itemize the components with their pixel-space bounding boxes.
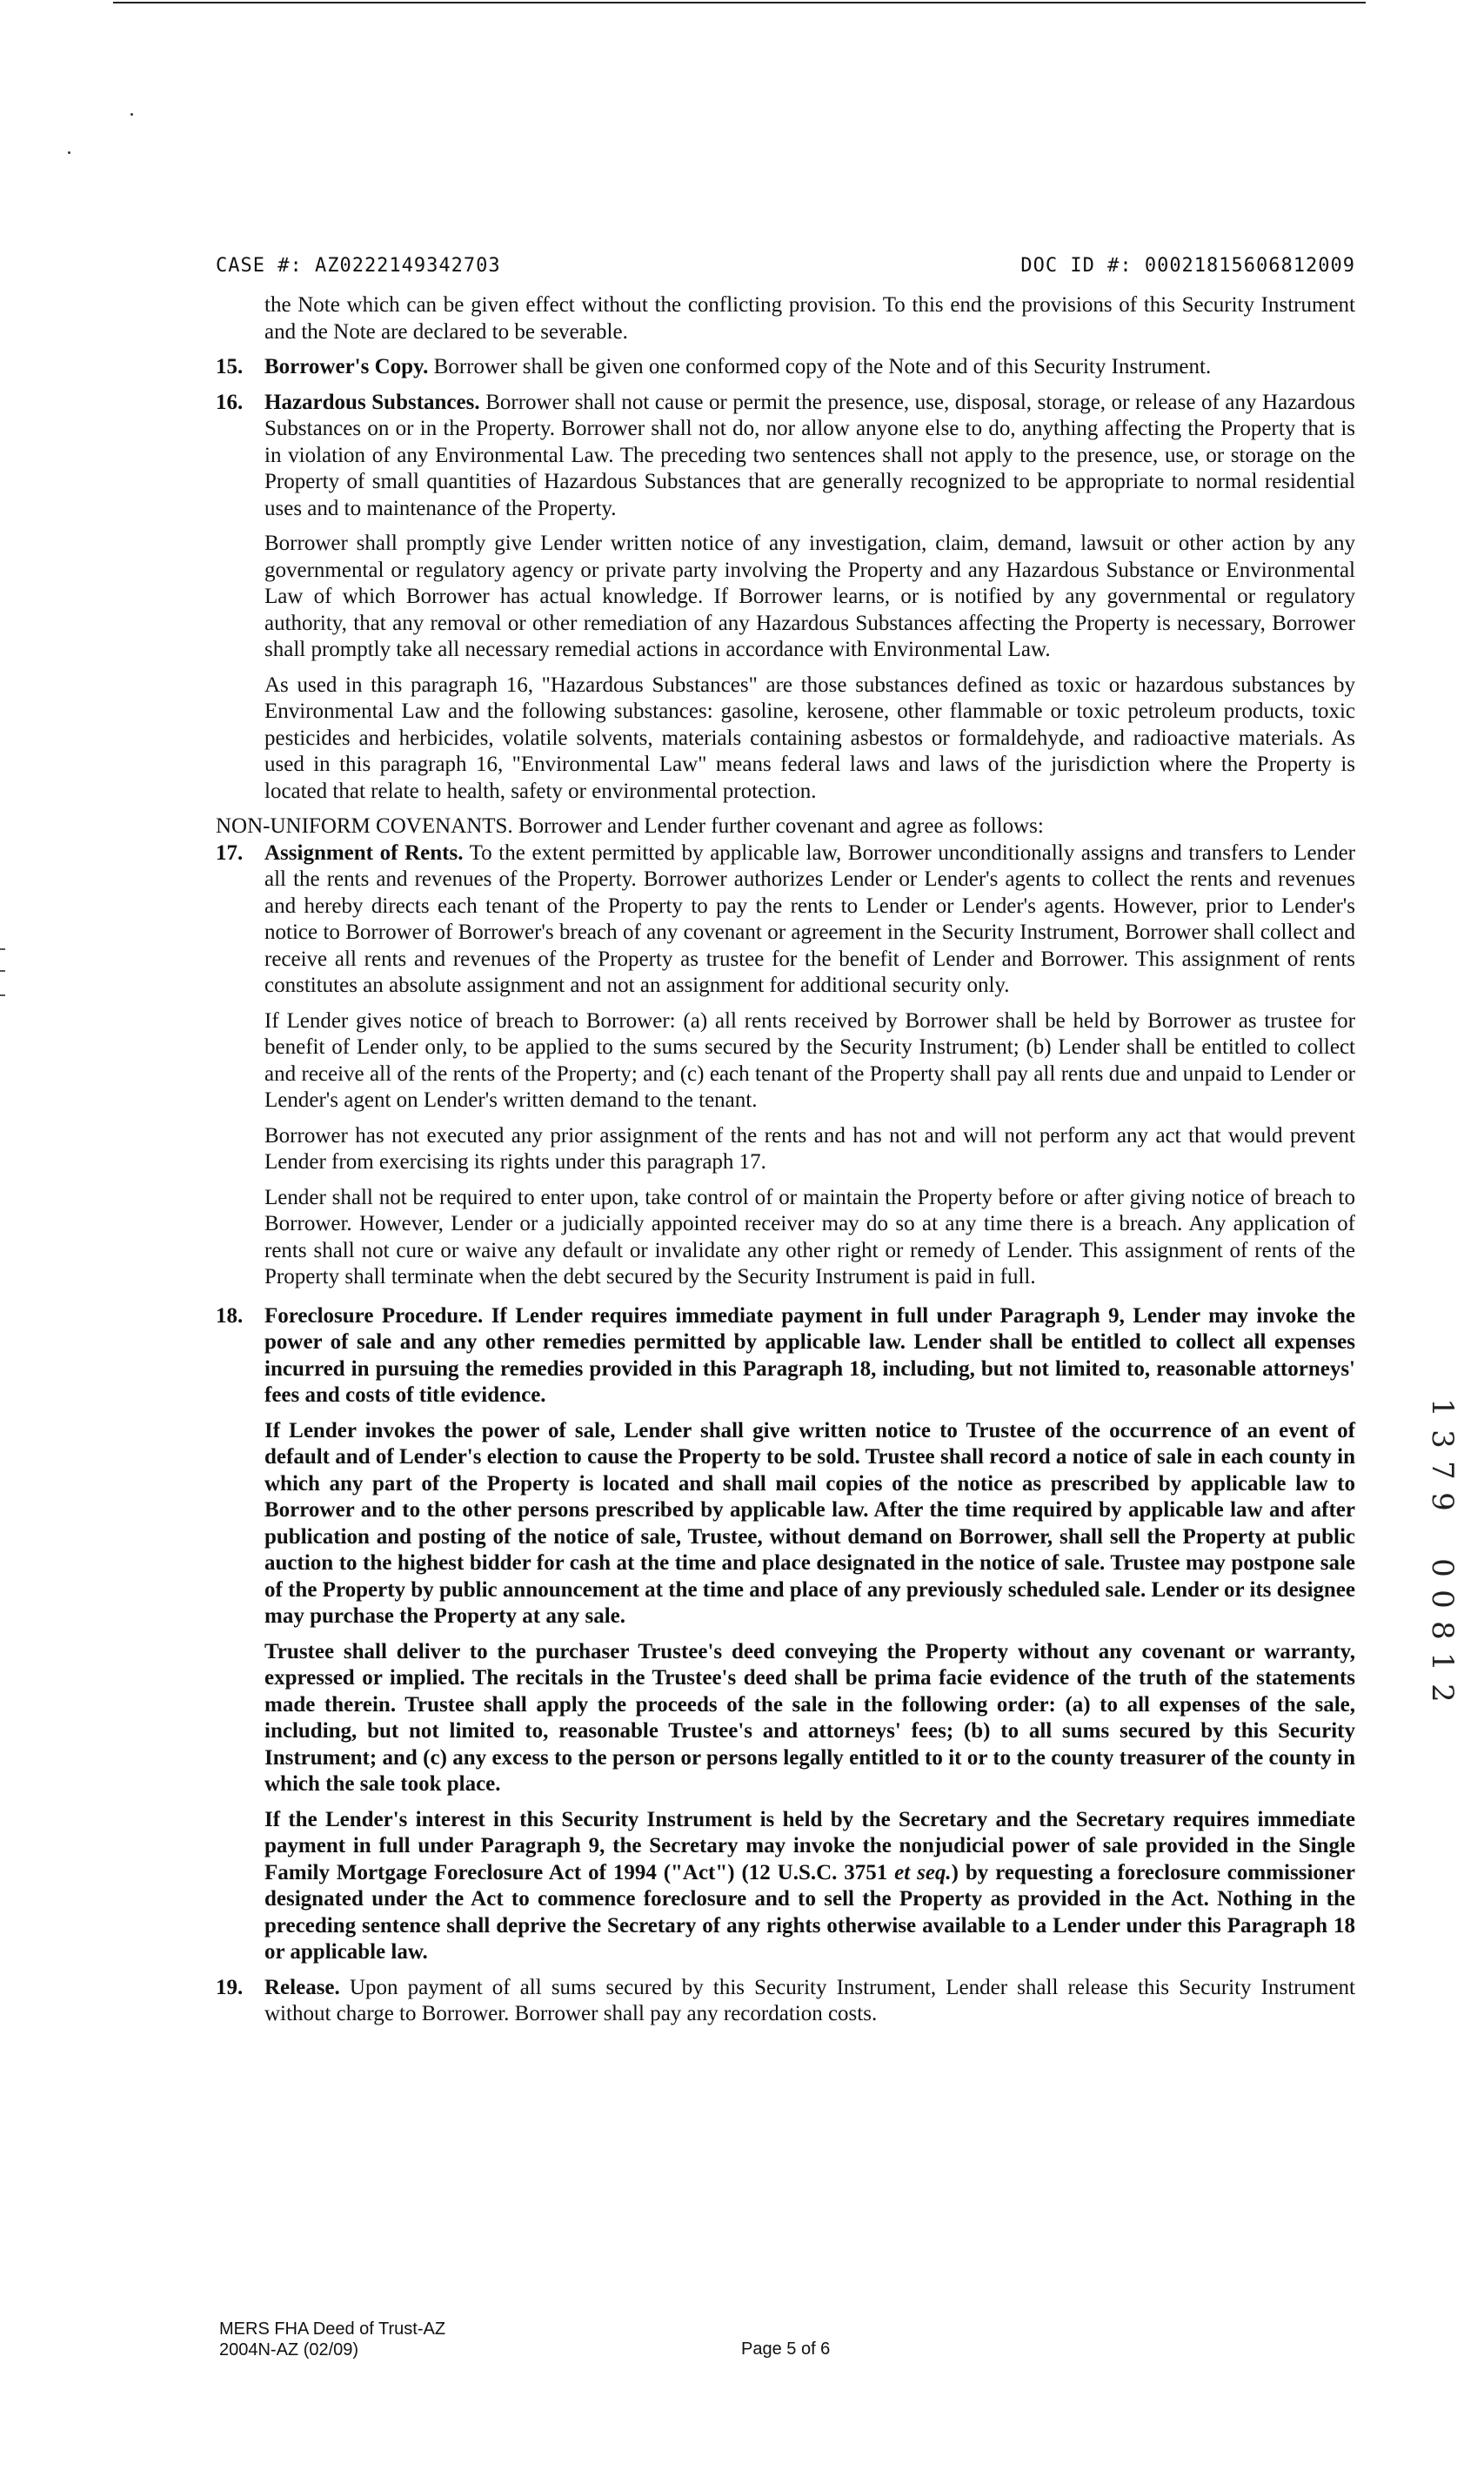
form-name: MERS FHA Deed of Trust-AZ bbox=[219, 2319, 446, 2339]
scan-speck bbox=[68, 151, 70, 154]
doc-id: DOC ID #: 00021815606812009 bbox=[1020, 255, 1355, 277]
form-code: 2004N-AZ (02/09) bbox=[219, 2340, 359, 2359]
section-title: Hazardous Substances. bbox=[264, 390, 480, 414]
section-title: Borrower's Copy. bbox=[264, 355, 429, 378]
intro-paragraph: the Note which can be given effect without the conflicting provision. To this end the provisions of this Security Instrument and the Note are declared to be severable. bbox=[264, 293, 1355, 344]
stamp-digit: 1 bbox=[1425, 1398, 1460, 1417]
section-number: 15. bbox=[216, 355, 244, 378]
section-number: 17. bbox=[216, 840, 244, 865]
section-17 bbox=[216, 840, 1355, 1000]
section-18-paragraph-4-text: If the Lender's interest in this Security Instrument is held by the Secretary and the Secretary requires immediate payment in full under Paragraph 9, the Secretary may invoke the nonjudicial power of sale provided in the Single Family Mortgage Foreclosure Act of 1994 ("Act") (12 U.S.C. 3751 bbox=[264, 1807, 1355, 1884]
section-18 bbox=[216, 1303, 1355, 1409]
section-18-paragraph-4 bbox=[264, 1807, 1355, 1966]
section-17-paragraph-4: Lender shall not be required to enter upon, take control of or maintain the Property before or after giving notice of breach to Borrower. However, Lender or a judicially appointed receiver may do so at any time there is a breach. Any application of rents shall not cure or waive any default or invalidate any other right or remedy of Lender. This assignment of rents of the Property shall terminate when the debt secured by the Security Instrument is paid in full. bbox=[264, 1185, 1355, 1289]
non-uniform-covenants: NON-UNIFORM COVENANTS. Borrower and Lender further covenant and agree as follows: bbox=[216, 814, 1044, 838]
stamp-digit: 7 bbox=[1425, 1461, 1460, 1480]
section-number: 18. bbox=[216, 1303, 244, 1328]
stamp-digit: 0 bbox=[1425, 1590, 1460, 1609]
section-17-paragraph-2: If Lender gives notice of breach to Borrower: (a) all rents received by Borrower shall be held by Borrower as trustee for benefit of Lender only, to be applied to the sums secured by the Security Instrument; (b) Lender shall be entitled to collect and receive all of the rents of the Property; and (c) each tenant of the Property shall pay all rents due and unpaid to Lender or Lender's agent on Lender's written demand to the tenant. bbox=[264, 1008, 1355, 1112]
section-text: If Lender requires immediate payment in full under Paragraph 9, Lender may invoke the power of sale and any other remedies permitted by applicable law. Lender shall be entitled to collect all expenses incurred in pursuing the remedies provided in this Paragraph 18, including, but not limited to, reasonable attorneys' fees and costs of title evidence. bbox=[264, 1303, 1355, 1407]
document-header bbox=[216, 255, 1355, 277]
stamp-digit: 2 bbox=[1425, 1683, 1460, 1703]
section-number: 19. bbox=[216, 1975, 244, 1999]
stamp-digit: 9 bbox=[1425, 1492, 1460, 1511]
stamp-digit: 1 bbox=[1425, 1652, 1460, 1671]
section-title: Foreclosure Procedure. bbox=[264, 1303, 484, 1328]
footer-form-info bbox=[219, 2319, 445, 2360]
section-17-paragraph-3: Borrower has not executed any prior assignment of the rents and has not and will not perform any act that would prevent Lender from exercising its rights under this paragraph 17. bbox=[264, 1123, 1355, 1174]
section-18-paragraph-4-text-end: ) by requesting a foreclosure commissioner designated under the Act to commence foreclosure and to sell the Property as provided in the Act. Nothing in the preceding sentence shall deprive the Secretary of any rights otherwise available to a Lender under this Paragraph 18 or applicable law. bbox=[264, 1860, 1355, 1964]
section-19 bbox=[216, 1975, 1355, 2028]
section-text: To the extent permitted by applicable law, Borrower unconditionally assigns and transfers to Lender all the rents and revenues of the Property. Borrower authorizes Lender or Lender's agents to collect the rents and revenues and hereby directs each tenant of the Property to pay the rents to Lender or Lender's agents. However, prior to Lender's notice to Borrower of Borrower's breach of any covenant or agreement in the Security Instrument, Borrower shall collect and receive all rents and revenues of the Property as trustee for the benefit of Lender and Borrower. This assignment of rents constitutes an absolute assignment and not an assignment for additional security only. bbox=[264, 840, 1355, 997]
section-18-paragraph-3: Trustee shall deliver to the purchaser Trustee's deed conveying the Property without any covenant or warranty, expressed or implied. The recitals in the Trustee's deed shall be prima facie evidence of the truth of the statements made therein. Trustee shall apply the proceeds of the sale in the following order: (a) to all expenses of the sale, including, but not limited to, reasonable Trustee's and attorneys' fees; (b) to all sums secured by this Security Instrument; and (c) any excess to the person or persons legally entitled to it or to the county treasurer of the county in which the sale took place. bbox=[264, 1639, 1355, 1796]
section-16-paragraph-2: Borrower shall promptly give Lender written notice of any investigation, claim, demand, lawsuit or other action by any governmental or regulatory agency or private party involving the Property and any Hazardous Substance or Environmental Law of which Borrower has actual knowledge. If Borrower learns, or is notified by any governmental or regulatory authority, that any removal or other remediation of any Hazardous Substances affecting the Property is necessary, Borrower shall promptly take all necessary remedial actions in accordance with Environmental Law. bbox=[264, 532, 1355, 661]
top-border-line bbox=[113, 2, 1366, 3]
section-text: Borrower shall not cause or permit the presence, use, disposal, storage, or release of any Hazardous Substances on or in the Property. Borrower shall not do, nor allow anyone else to do, anything affecting the Property that is in violation of any Environmental Law. The preceding two sentences shall not apply to the presence, use, or storage on the Property of small quantities of Hazardous Substances that are generally recognized to be appropriate to normal residential uses and to maintenance of the Property. bbox=[264, 390, 1355, 520]
case-number: CASE #: AZ0222149342703 bbox=[216, 255, 501, 277]
page-number: Page 5 of 6 bbox=[741, 2339, 831, 2359]
section-number: 16. bbox=[216, 390, 244, 414]
stamp-digit: 8 bbox=[1425, 1621, 1460, 1640]
section-text: Borrower shall be given one conformed copy of the Note and of this Security Instrument. bbox=[428, 355, 1212, 378]
stamp-digit: 3 bbox=[1425, 1429, 1460, 1449]
et-seq-citation: et seq. bbox=[894, 1860, 952, 1884]
section-15 bbox=[216, 354, 1355, 381]
section-16-paragraph-3: As used in this paragraph 16, "Hazardous Substances" are those substances defined as toxic or hazardous substances by Environmental Law and the following substances: gasoline, kerosene, other flammable or toxic petroleum products, toxic pesticides and herbicides, volatile solvents, materials containing asbestos or formaldehyde, and radioactive materials. As used in this paragraph 16, "Environmental Law" means federal laws and laws of the jurisdiction where the Property is located that relate to health, safety or environmental protection. bbox=[264, 673, 1355, 803]
section-16 bbox=[216, 390, 1355, 523]
recording-stamp-number bbox=[1425, 1392, 1460, 1709]
document-body bbox=[216, 292, 1355, 2037]
scan-speck bbox=[130, 113, 133, 116]
section-title: Assignment of Rents. bbox=[264, 840, 464, 865]
section-text: Upon payment of all sums secured by this Security Instrument, Lender shall release this Security Instrument without charge to Borrower. Borrower shall pay any recordation costs. bbox=[264, 1975, 1355, 2025]
stamp-digit: 0 bbox=[1425, 1558, 1460, 1577]
section-18-paragraph-2: If Lender invokes the power of sale, Lender shall give written notice to Trustee of the occurrence of an event of default and of Lender's election to cause the Property to be sold. Trustee shall record a notice of sale in each county in which any part of the Property is located and shall mail copies of the notice as prescribed by applicable law to Borrower and to the other persons prescribed by applicable law. After the time required by applicable law and after publication and posting of the notice of sale, Trustee, without demand on Borrower, shall sell the Property at public auction to the highest bidder for cash at the time and place designated in the notice of sale. Trustee may postpone sale of the Property by public announcement at the time and place of any previously scheduled sale. Lender or its designee may purchase the Property at any sale. bbox=[264, 1418, 1355, 1628]
section-title: Release. bbox=[264, 1975, 340, 1999]
